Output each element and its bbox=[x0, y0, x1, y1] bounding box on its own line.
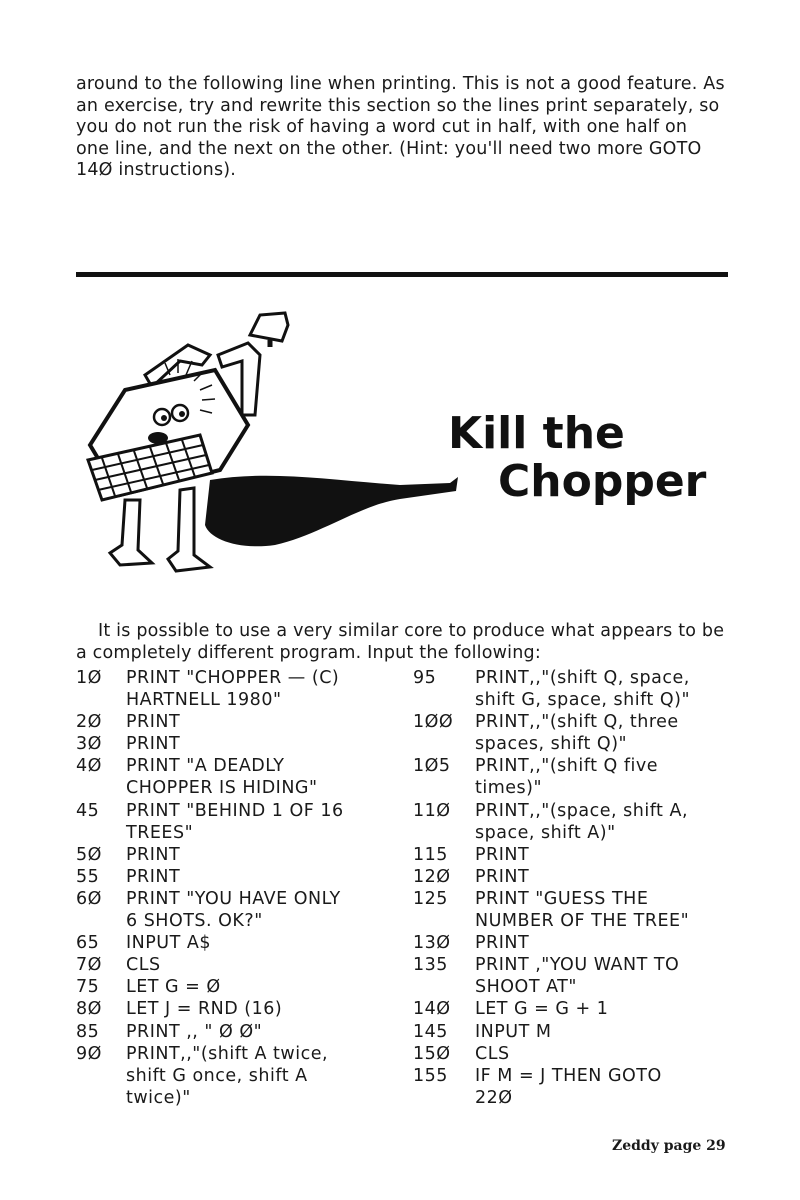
line-number: 125 bbox=[413, 888, 448, 909]
line-number: 5Ø bbox=[76, 844, 102, 865]
line-number: 14Ø bbox=[413, 999, 451, 1020]
line-number: 75 bbox=[76, 977, 100, 998]
program-line bbox=[76, 954, 406, 976]
page-footer: Zeddy page 29 bbox=[612, 1138, 726, 1154]
chopper-robot-illustration bbox=[70, 295, 490, 595]
program-line bbox=[413, 800, 733, 844]
line-number: 115 bbox=[413, 844, 448, 865]
line-code: LET J = RND (16) bbox=[126, 999, 283, 1020]
line-number: 11Ø bbox=[413, 800, 451, 821]
robot-leg-left bbox=[110, 500, 152, 565]
line-number: 3Ø bbox=[76, 734, 102, 755]
program-line bbox=[413, 844, 733, 866]
line-code: PRINT bbox=[475, 844, 530, 865]
line-code: PRINT,,"(shift Q five times)" bbox=[475, 756, 658, 799]
program-line bbox=[76, 888, 406, 932]
program-line bbox=[413, 1021, 733, 1043]
program-line bbox=[76, 733, 406, 755]
line-code: PRINT ,"YOU WANT TO SHOOT AT" bbox=[475, 955, 680, 998]
program-line bbox=[413, 998, 733, 1020]
line-number: 55 bbox=[76, 866, 100, 887]
line-number: 13Ø bbox=[413, 933, 451, 954]
program-listing-left bbox=[76, 667, 406, 1109]
line-code: CLS bbox=[126, 955, 161, 976]
line-number: 155 bbox=[413, 1065, 448, 1086]
program-line bbox=[413, 1065, 733, 1109]
line-code: PRINT bbox=[475, 933, 530, 954]
line-number: 1Ø bbox=[76, 668, 102, 688]
axe-icon bbox=[250, 313, 288, 347]
line-number: 7Ø bbox=[76, 955, 102, 976]
section-divider bbox=[76, 272, 728, 277]
line-code: PRINT bbox=[126, 734, 181, 755]
title-line-1: Kill the bbox=[448, 408, 625, 459]
line-number: 12Ø bbox=[413, 866, 451, 887]
line-code: PRINT,,"(space, shift A, space, shift A)" bbox=[475, 800, 689, 843]
line-code: PRINT bbox=[126, 844, 181, 865]
line-number: 9Ø bbox=[76, 1043, 102, 1064]
line-number: 6Ø bbox=[76, 888, 102, 909]
line-number: 1Ø5 bbox=[413, 756, 451, 777]
line-number: 85 bbox=[76, 1021, 100, 1042]
line-number: 65 bbox=[76, 933, 100, 954]
program-line bbox=[413, 755, 733, 799]
line-number: 2Ø bbox=[76, 712, 102, 733]
line-code: IF M = J THEN GOTO 22Ø bbox=[475, 1065, 662, 1108]
robot-leg-right bbox=[168, 488, 210, 571]
program-listing-right bbox=[413, 667, 733, 1109]
line-number: 135 bbox=[413, 955, 448, 976]
program-line bbox=[413, 888, 733, 932]
title-line-2: Chopper bbox=[498, 456, 707, 507]
robot-shadow bbox=[205, 476, 458, 547]
line-number: 4Ø bbox=[76, 756, 102, 777]
line-code: PRINT "YOU HAVE ONLY 6 SHOTS. OK?" bbox=[126, 888, 341, 932]
lead-paragraph bbox=[76, 620, 726, 664]
program-line bbox=[76, 800, 406, 844]
program-line bbox=[413, 866, 733, 888]
line-code: PRINT bbox=[126, 712, 181, 733]
line-code: INPUT A$ bbox=[126, 933, 211, 954]
program-line bbox=[76, 711, 406, 733]
program-line bbox=[413, 954, 733, 998]
line-number: 145 bbox=[413, 1021, 448, 1042]
line-code: PRINT "GUESS THE NUMBER OF THE TREE" bbox=[475, 888, 690, 932]
lead-text: It is possible to use a very similar core to produce what appears to be a completely different program. Input the following: bbox=[76, 621, 725, 663]
program-line bbox=[76, 998, 406, 1020]
program-line bbox=[76, 932, 406, 954]
program-line bbox=[413, 932, 733, 954]
program-line bbox=[76, 866, 406, 888]
line-code: LET G = Ø bbox=[126, 977, 221, 998]
line-number: 1ØØ bbox=[413, 712, 454, 733]
program-line bbox=[76, 1043, 406, 1109]
program-title bbox=[448, 410, 706, 506]
program-line bbox=[76, 976, 406, 998]
program-line bbox=[76, 667, 406, 711]
line-code: PRINT bbox=[126, 866, 181, 887]
program-line bbox=[76, 755, 406, 799]
line-code: LET G = G + 1 bbox=[475, 999, 609, 1020]
line-code: PRINT "A DEADLY CHOPPER IS HIDING" bbox=[126, 756, 318, 799]
program-line bbox=[413, 711, 733, 755]
line-code: CLS bbox=[475, 1043, 510, 1064]
line-number: 45 bbox=[76, 800, 100, 821]
program-line bbox=[76, 844, 406, 866]
line-number: 8Ø bbox=[76, 999, 102, 1020]
program-line bbox=[413, 1043, 733, 1065]
line-code: PRINT "CHOPPER — (C) HARTNELL 1980" bbox=[126, 668, 340, 711]
line-code: INPUT M bbox=[475, 1021, 552, 1042]
line-code: PRINT bbox=[475, 866, 530, 887]
line-code: PRINT,,"(shift Q, space, shift G, space, shift Q)" bbox=[475, 668, 690, 711]
program-line bbox=[413, 667, 733, 711]
line-number: 15Ø bbox=[413, 1043, 451, 1064]
line-code: PRINT,,"(shift Q, three spaces, shift Q)" bbox=[475, 712, 679, 755]
line-code: PRINT "BEHIND 1 OF 16 TREES" bbox=[126, 800, 344, 843]
line-code: PRINT ,, " Ø Ø" bbox=[126, 1021, 263, 1042]
line-number: 95 bbox=[413, 668, 437, 688]
program-line bbox=[76, 1021, 406, 1043]
intro-paragraph: around to the following line when printing. This is not a good feature. As an exercise, try and rewrite this section so the lines print separately, so you do not run the risk of having a word cut in half, with one half on one line, and the next on the other. (Hint: you'll need two more GOTO 14Ø instructions). bbox=[76, 74, 725, 180]
line-code: PRINT,,"(shift A twice, shift G once, shift A twice)" bbox=[126, 1043, 329, 1108]
